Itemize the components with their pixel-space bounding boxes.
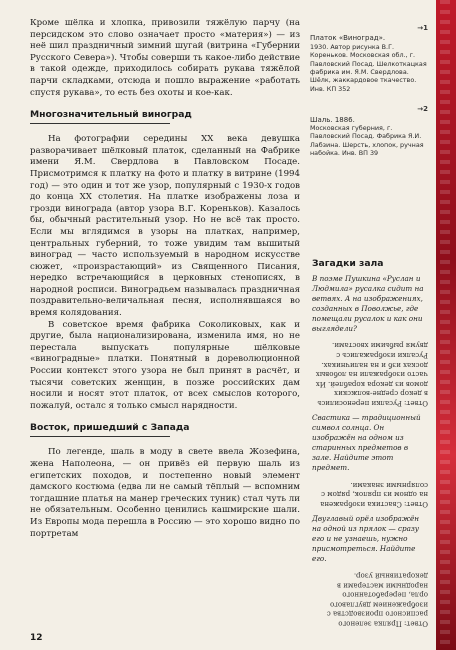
caption-marker-2: →2 xyxy=(417,105,428,114)
paragraph-soviet: В советское время фабрика Соколиковых, как и другие, была национализирована, изменила имя, но не перестала выпускать популярные шёлковые «виноградные» платки. Понятный в дореволюционной России контекст этого узора не был принят в расчёт, и тысячи советских женщин, в позже российских дам носили и носят этот платок, от всех смыслов которого, пожалуй, осталс я только смысл нарядности. xyxy=(30,319,300,411)
caption-title-2: Шаль. 1886. xyxy=(310,115,355,124)
strip-pattern xyxy=(440,0,450,650)
riddle-answer-3: Ответ: Прялка зеленого расписного производства с изображением двуглавого орла, переработанного народными мастерами в декоративный узор. xyxy=(326,571,428,628)
riddle-answer-2: Ответ: Свастика изображена на одном из прялок, рядом с солярными знаками. xyxy=(320,480,428,508)
section-title-east-text: Восток, пришедший с Запада xyxy=(30,422,190,434)
section-underline xyxy=(30,436,170,437)
riddle-question-2: Свастика — традиционный символ солнца. Он изображён на одном из старинных предметов в зале. Найдите этот предмет. xyxy=(312,413,421,473)
captions-column xyxy=(310,24,428,170)
caption-body-1: 1930. Автор рисунка В.Г. Кореньков. Московская обл., г. Павловский Посад. Шелкоткацкая фабрика им. Я.М. Свердлова. Шёлк, жаккардовое ткачество. Инв. КП 352 xyxy=(310,42,427,93)
paragraph-parcha: Кроме шёлка и хлопка, привозили тяжёлую парчу (на персидском это слово означает просто «материя») — из неё шил праздничный зимний шугай (витрина «Губернии Русского Севера»). Чтобы соверши ть какое-либо действие в такой одежде, приходилось собирать рукава тяжёлой парчи складками, отсюда и пошло выражение «работать спустя рукава», то есть без охоты и кое-как. xyxy=(30,18,300,98)
caption-1 xyxy=(310,24,428,93)
decorative-red-strip xyxy=(436,0,456,650)
riddle-answer-1: Ответ: Русалки переносились в декор средне-волжских домов из декора кораблей. Их часто изображали на лобовых досках изб и на наличниках. Русалки изображались с двумя рыбьими хвостами. xyxy=(315,341,428,408)
caption-body-2: Московская губерния, г. Павловский Посад. Фабрика Я.И. Лабзина. Шерсть, хлопок, ручная набойка. Инв. ВП 39 xyxy=(310,124,424,158)
section-title-grapes-text: Многозначительный виноград xyxy=(30,109,192,121)
paragraph-shawl: По легенде, шаль в моду в свете ввела Жозефина, жена Наполеона, — он привёз ей первую шаль из египетских походов, и постепенно новый элемент дамского костюма (едва ли не самый тёплый — вспомним тогдашние платья на манер греческих туник) стал чуть ли не обязательным. Особенно ценились кашмирские шали. Из Европы мода перешла в Россию — это хорошо видно по портретам xyxy=(30,447,300,539)
caption-title-1: Платок «Виноград». xyxy=(310,34,386,43)
riddle-question-3: Двуглавый орёл изображён на одной из прялок — сразу его и не узнаешь, нужно присмотреться. Найдите его. xyxy=(312,513,419,563)
caption-marker-1: →1 xyxy=(417,24,428,32)
riddles-title: Загадки зала xyxy=(312,258,384,269)
riddles-column xyxy=(312,274,428,634)
main-column xyxy=(30,18,300,540)
section-title-grapes xyxy=(30,109,300,124)
section-underline xyxy=(30,123,170,124)
riddle-question-1: В поэме Пушкина «Руслан и Людмила» русалка сидит на ветвях. А на изображениях, созданных в Поволжье, где помещали русалок и как они выглядели? xyxy=(312,274,424,333)
paragraph-grapes: На фотографии середины XX века девушка разворачивает шёлковый платок, сделанный на Фабрике имени Я.М. Свердлова в Павловском Посаде. Присмотримся к платку на фото и платку в витрине (1994 год) — это один и тот же узор, популярный с 1930-х годов до конца XX столетия. На платке изображены лоза и грозди винограда (автор узора В.Г. Кореньков). Казалось бы, обычный растительный узор. Но не всё так просто. Если мы вглядимся в узоры на платках, например, центральных губерний, то тоже увидим там вышитый виноград — часто используемый в народном искусстве сюжет, «произрастающий» из Священного Писания, нередко встречающийся в церковных стенописях, в народной росписи. Виноградьем называлась праздничная поздравительно-величальная песня, исполнявшаяся во время колядования. xyxy=(30,134,300,319)
caption-2 xyxy=(310,105,428,157)
section-title-east xyxy=(30,422,300,437)
page-number: 12 xyxy=(30,633,43,643)
